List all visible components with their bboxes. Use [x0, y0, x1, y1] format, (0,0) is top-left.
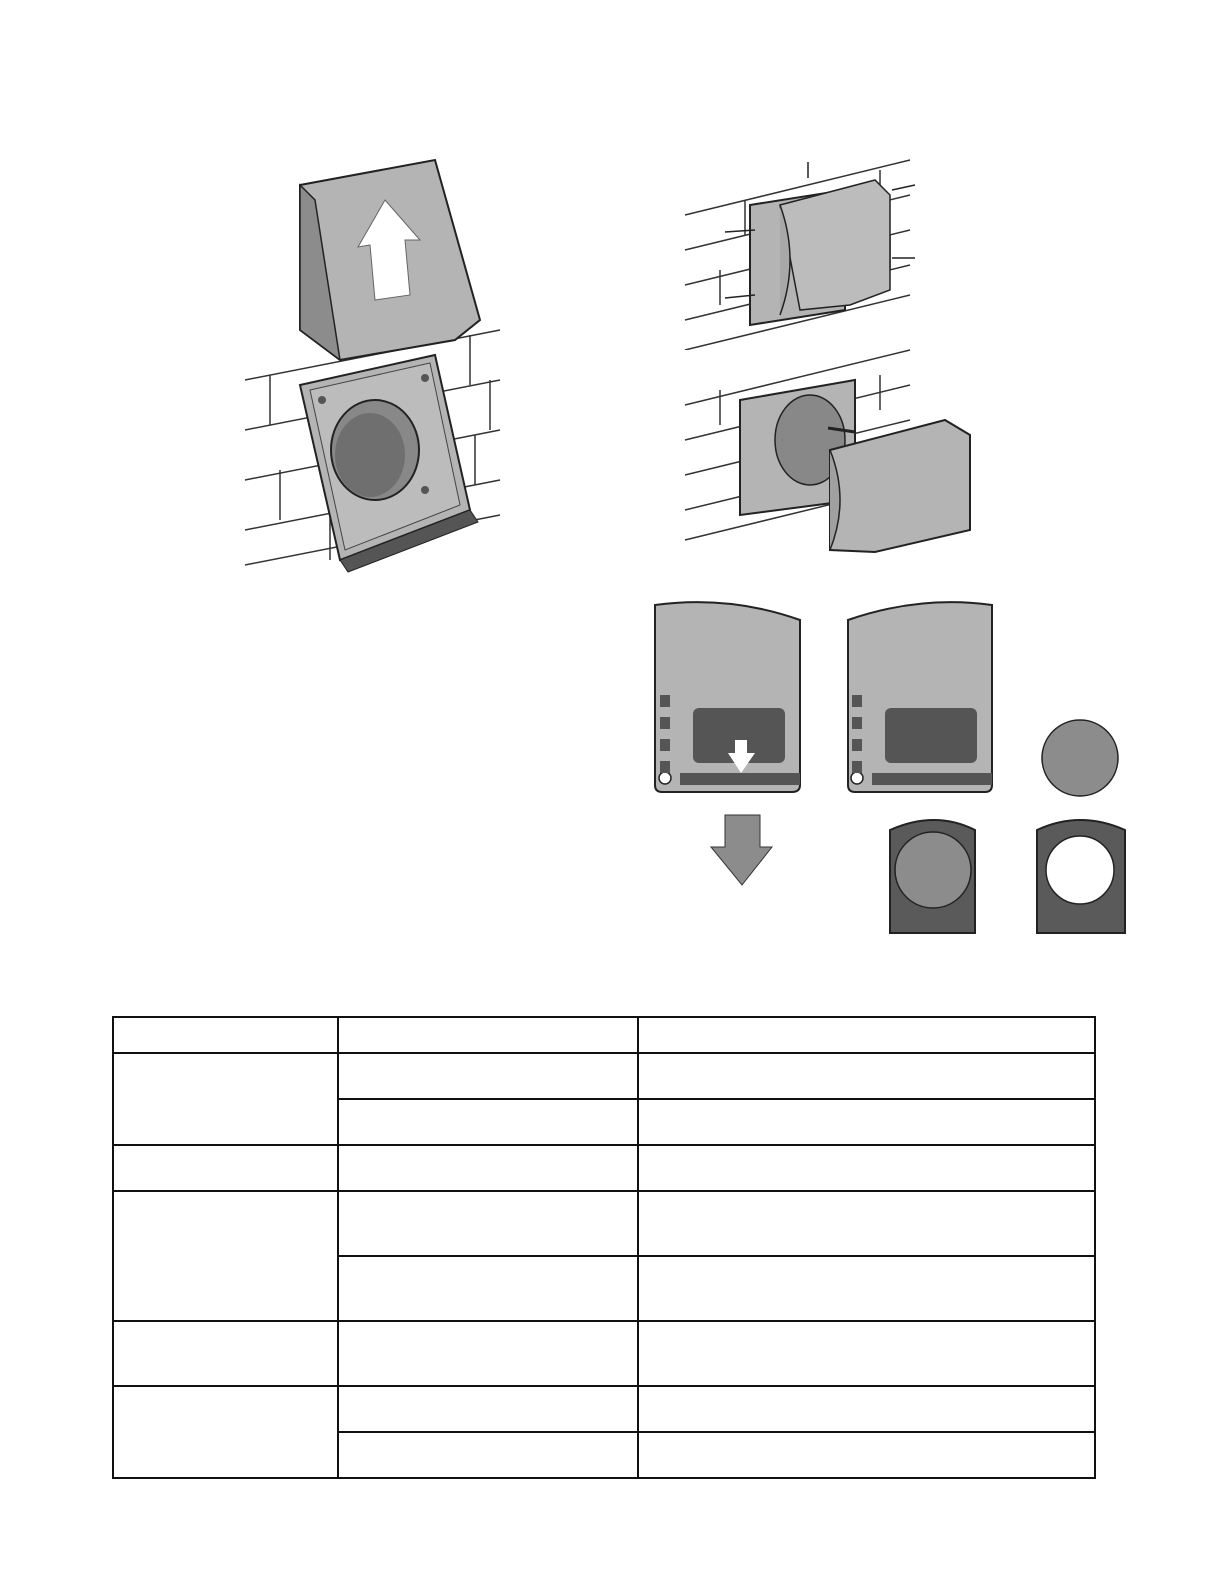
wall-box-screws-icon: [680, 150, 980, 350]
table-cell: [338, 1321, 638, 1386]
table-row: [113, 1191, 1095, 1256]
battery-replacement-icon: [650, 595, 1130, 940]
table-cell: [113, 1191, 338, 1321]
troubleshooting-table: [112, 1016, 1096, 1479]
table-cell: [638, 1053, 1095, 1099]
table-cell: [338, 1432, 638, 1478]
table-cell: [338, 1017, 638, 1053]
table-cell: [338, 1191, 638, 1256]
table-cell: [338, 1145, 638, 1191]
table-cell: [638, 1432, 1095, 1478]
table-row: [113, 1145, 1095, 1191]
table-cell: [113, 1017, 338, 1053]
table-cell: [638, 1145, 1095, 1191]
table-row: [113, 1017, 1095, 1053]
table-row: [113, 1053, 1095, 1099]
table-cell: [113, 1321, 338, 1386]
table-cell: [638, 1099, 1095, 1145]
table-cell: [638, 1386, 1095, 1432]
table-row: [113, 1321, 1095, 1386]
wall-plate-cover-icon: [680, 340, 980, 560]
table-cell: [638, 1191, 1095, 1256]
table-cell: [113, 1053, 338, 1145]
table-cell: [113, 1386, 338, 1478]
table-cell: [638, 1256, 1095, 1321]
table-cell: [338, 1053, 638, 1099]
table-cell: [638, 1017, 1095, 1053]
table-cell: [638, 1321, 1095, 1386]
table-cell: [338, 1099, 638, 1145]
table-cell: [338, 1256, 638, 1321]
weather-hood-up-arrow-icon: [240, 150, 520, 580]
table-cell: [113, 1145, 338, 1191]
table-cell: [338, 1386, 638, 1432]
table-row: [113, 1386, 1095, 1432]
